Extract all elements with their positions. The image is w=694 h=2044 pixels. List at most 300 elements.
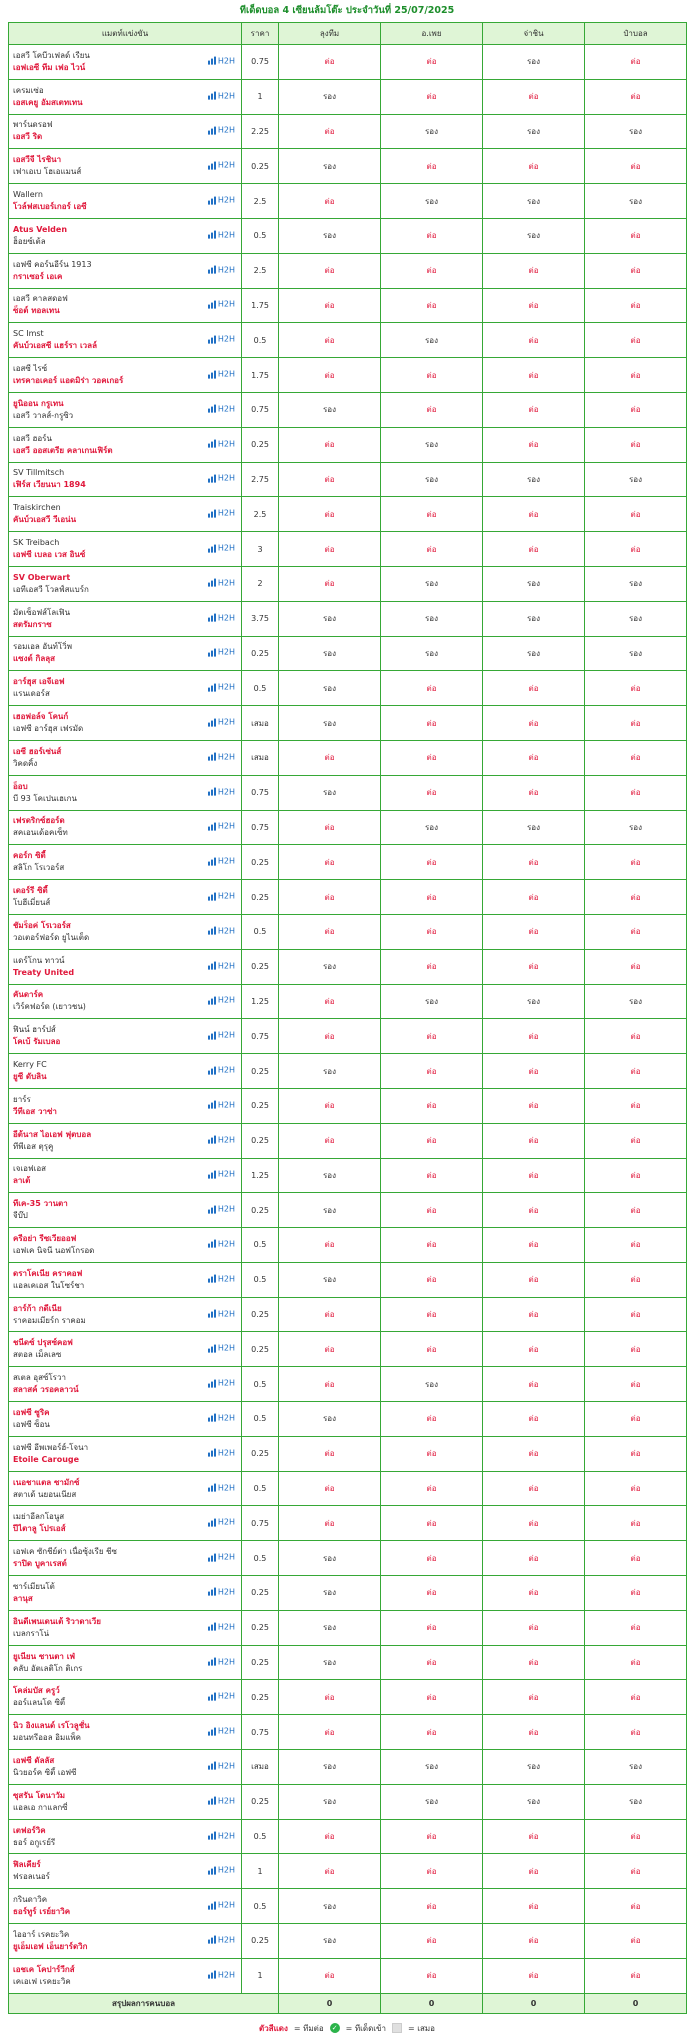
- away-team: นิวยอร์ค ซิตี้ เอฟซี: [13, 1767, 77, 1777]
- h2h-link[interactable]: [208, 1031, 235, 1040]
- bar-chart-icon: [208, 1414, 216, 1422]
- away-team: ยูเอ็มเอฟ เอ็นยาร์ดวิก: [13, 1941, 88, 1951]
- away-team: ปีไตาลู โปรเอส์: [13, 1524, 66, 1534]
- tipster-4-pick: ต่อ: [585, 706, 687, 741]
- home-team: เฮอฟอล์จ โคนก์: [13, 712, 69, 722]
- tipster-1-pick: ต่อ: [279, 1958, 381, 1993]
- table-row: [9, 1193, 687, 1228]
- tipster-2-pick: ต่อ: [381, 218, 483, 253]
- tipster-4-pick: ต่อ: [585, 1402, 687, 1437]
- away-team: เบลกราโน่: [13, 1628, 50, 1638]
- tipster-3-pick: ต่อ: [483, 1889, 585, 1924]
- bar-chart-icon: [208, 1762, 216, 1770]
- h2h-label: H2H: [217, 1343, 235, 1353]
- bar-chart-icon: [208, 1692, 216, 1700]
- tipster-3-pick: รอง: [483, 218, 585, 253]
- price-cell: 1: [242, 1854, 279, 1889]
- away-team: วิคดคิ้ง: [13, 758, 38, 768]
- tipster-3-pick: รอง: [483, 1750, 585, 1785]
- table-row: [9, 566, 687, 601]
- h2h-label: H2H: [217, 1100, 235, 1110]
- match-cell: [9, 845, 242, 880]
- h2h-link[interactable]: [208, 1762, 235, 1771]
- price-cell: 1.75: [242, 288, 279, 323]
- bar-chart-icon: [208, 1275, 216, 1283]
- tipster-2-pick: ต่อ: [381, 1715, 483, 1750]
- home-team: SV Oberwart: [13, 572, 71, 582]
- tipster-2-pick: ต่อ: [381, 1854, 483, 1889]
- home-team: ไออาร์ เรคยะวิค: [13, 1929, 70, 1939]
- home-team: เอฟซี คอร์นอีร์น 1913: [13, 259, 92, 269]
- price-cell: 2.25: [242, 114, 279, 149]
- tipster-3-pick: รอง: [483, 184, 585, 219]
- tipster-1-pick: รอง: [279, 949, 381, 984]
- home-team: ยาร์ร: [13, 1094, 31, 1104]
- home-team: เอสวี โคบีวเฟลด์ เรียน: [13, 50, 90, 60]
- h2h-link[interactable]: [208, 1205, 235, 1214]
- home-team: Wallern: [13, 190, 43, 200]
- h2h-link[interactable]: [208, 718, 235, 727]
- price-cell: 0.75: [242, 1506, 279, 1541]
- header-tipster-3: จ่าชิน: [483, 23, 585, 45]
- h2h-link[interactable]: [208, 1240, 235, 1249]
- summary-total-1: 0: [279, 1993, 381, 2013]
- h2h-link[interactable]: [208, 1796, 235, 1805]
- summary-total-3: 0: [483, 1993, 585, 2013]
- tipster-1-pick: ต่อ: [279, 740, 381, 775]
- h2h-link[interactable]: [208, 1727, 235, 1736]
- h2h-link[interactable]: [208, 961, 235, 970]
- h2h-link[interactable]: [208, 1135, 235, 1144]
- price-cell: 0.5: [242, 1262, 279, 1297]
- tipster-2-pick: ต่อ: [381, 253, 483, 288]
- home-team: ซาร์เมียนโต้: [13, 1581, 55, 1591]
- table-row: [9, 706, 687, 741]
- home-team: โคล่มบัส ครูว์: [13, 1686, 60, 1696]
- h2h-link[interactable]: [208, 648, 235, 657]
- h2h-link[interactable]: [208, 683, 235, 692]
- tipster-1-pick: ต่อ: [279, 566, 381, 601]
- h2h-link[interactable]: [208, 335, 235, 344]
- h2h-link[interactable]: [208, 126, 235, 135]
- h2h-link[interactable]: [208, 1866, 235, 1875]
- tipster-1-pick: ต่อ: [279, 810, 381, 845]
- h2h-link[interactable]: [208, 1622, 235, 1631]
- tipster-2-pick: รอง: [381, 1367, 483, 1402]
- price-cell: เสมอ: [242, 740, 279, 775]
- h2h-link[interactable]: [208, 1692, 235, 1701]
- tipster-4-pick: ต่อ: [585, 1019, 687, 1054]
- away-team: แอลเอ กาแลกซี่: [13, 1802, 68, 1812]
- bar-chart-icon: [208, 1136, 216, 1144]
- price-cell: 2.5: [242, 497, 279, 532]
- price-cell: 2.5: [242, 253, 279, 288]
- price-cell: 1.75: [242, 358, 279, 393]
- tipster-4-pick: ต่อ: [585, 1645, 687, 1680]
- away-team: เวิร์คฟอร์ด (เยาวชน): [13, 1002, 86, 1012]
- match-cell: [9, 358, 242, 393]
- h2h-link[interactable]: [208, 1518, 235, 1527]
- table-row: [9, 1367, 687, 1402]
- bar-chart-icon: [208, 1623, 216, 1631]
- away-team: เอฟเค นิจนี นอฟโกรอด: [13, 1245, 95, 1255]
- price-cell: 0.25: [242, 1924, 279, 1959]
- h2h-link[interactable]: [208, 857, 235, 866]
- bar-chart-icon: [208, 788, 216, 796]
- away-team: ราปิด บูคาเรสต์: [13, 1559, 67, 1569]
- table-row: [9, 1854, 687, 1889]
- h2h-link[interactable]: [208, 300, 235, 309]
- away-team: สลาสค์ วรอคลาวน์: [13, 1385, 79, 1395]
- h2h-link[interactable]: [208, 1936, 235, 1945]
- tipster-3-pick: รอง: [483, 601, 585, 636]
- price-cell: 1.25: [242, 1158, 279, 1193]
- match-cell: [9, 1854, 242, 1889]
- h2h-link[interactable]: [208, 265, 235, 274]
- match-cell: [9, 775, 242, 810]
- bar-chart-icon: [208, 892, 216, 900]
- away-team: เอทีเอสวี โวลฟ์สแบร์ก: [13, 584, 89, 594]
- tipster-1-pick: ต่อ: [279, 1819, 381, 1854]
- match-cell: [9, 1123, 242, 1158]
- table-row: [9, 497, 687, 532]
- h2h-link[interactable]: [208, 1831, 235, 1840]
- price-cell: 0.75: [242, 45, 279, 80]
- bar-chart-icon: [208, 1101, 216, 1109]
- away-team: โวล์ฟสเบอร์เกอร์ เอซี: [13, 202, 87, 212]
- home-team: รอมเอล อันท์โวิ่พ: [13, 642, 72, 652]
- tipster-3-pick: ต่อ: [483, 706, 585, 741]
- tipster-2-pick: ต่อ: [381, 532, 483, 567]
- home-team: อาร์ฮุส เอจีเอฟ: [13, 677, 65, 687]
- h2h-link[interactable]: [208, 613, 235, 622]
- h2h-label: H2H: [217, 543, 235, 553]
- tipster-4-pick: ต่อ: [585, 1436, 687, 1471]
- h2h-label: H2H: [217, 1865, 235, 1875]
- bar-chart-icon: [208, 1518, 216, 1526]
- match-cell: [9, 1367, 242, 1402]
- h2h-label: H2H: [217, 891, 235, 901]
- tipster-2-pick: ต่อ: [381, 1471, 483, 1506]
- table-row: [9, 1019, 687, 1054]
- tipster-3-pick: ต่อ: [483, 1541, 585, 1576]
- h2h-label: H2H: [217, 1587, 235, 1597]
- away-team: เฟิร์ส เวียนนา 1894: [13, 480, 86, 490]
- home-team: เอสวี ฮอร์น: [13, 433, 52, 443]
- h2h-label: H2H: [217, 1831, 235, 1841]
- tipster-1-pick: ต่อ: [279, 984, 381, 1019]
- away-team: สตอล เม็ลเลซ: [13, 1350, 62, 1360]
- tipster-4-pick: ต่อ: [585, 1297, 687, 1332]
- h2h-link[interactable]: [208, 370, 235, 379]
- tipster-1-pick: ต่อ: [279, 45, 381, 80]
- tipster-4-pick: ต่อ: [585, 253, 687, 288]
- h2h-link[interactable]: [208, 230, 235, 239]
- table-row: [9, 532, 687, 567]
- table-row: [9, 949, 687, 984]
- tipster-3-pick: ต่อ: [483, 1645, 585, 1680]
- tipster-3-pick: ต่อ: [483, 323, 585, 358]
- price-cell: 2.5: [242, 184, 279, 219]
- bar-chart-icon: [208, 1658, 216, 1666]
- bar-chart-icon: [208, 57, 216, 65]
- h2h-link[interactable]: [208, 404, 235, 413]
- home-team: นิว อิงแลนด์ เรโวลูชั่น: [13, 1721, 90, 1731]
- h2h-link[interactable]: [208, 544, 235, 553]
- h2h-link[interactable]: [208, 1274, 235, 1283]
- table-row: [9, 914, 687, 949]
- tipster-3-pick: ต่อ: [483, 79, 585, 114]
- h2h-link[interactable]: [208, 1483, 235, 1492]
- tipster-3-pick: รอง: [483, 462, 585, 497]
- h2h-link[interactable]: [208, 1553, 235, 1562]
- table-row: [9, 1680, 687, 1715]
- tipster-4-pick: รอง: [585, 984, 687, 1019]
- away-team: คันบ์วเอสซี แฮร์รา เวลล์: [13, 341, 97, 351]
- tipster-1-pick: รอง: [279, 1054, 381, 1089]
- tipster-2-pick: รอง: [381, 184, 483, 219]
- match-cell: [9, 1506, 242, 1541]
- away-team: ยูซี ดับลิน: [13, 1072, 47, 1081]
- tipster-1-pick: ต่อ: [279, 497, 381, 532]
- match-cell: [9, 114, 242, 149]
- match-cell: [9, 1750, 242, 1785]
- match-cell: [9, 740, 242, 775]
- away-team: โบฮีเมี่ยนส์: [13, 898, 51, 908]
- bar-chart-icon: [208, 1170, 216, 1178]
- h2h-link[interactable]: [208, 822, 235, 831]
- home-team: อาร์ก้า กดีเนีย: [13, 1303, 62, 1313]
- tipster-2-pick: ต่อ: [381, 1228, 483, 1263]
- tipster-2-pick: ต่อ: [381, 1332, 483, 1367]
- h2h-link[interactable]: [208, 1066, 235, 1075]
- tipster-3-pick: รอง: [483, 810, 585, 845]
- price-cell: 0.75: [242, 392, 279, 427]
- tipster-1-pick: รอง: [279, 1262, 381, 1297]
- table-row: [9, 1610, 687, 1645]
- tipster-4-pick: ต่อ: [585, 427, 687, 462]
- away-team: ออร์แลนโด ซิตี้: [13, 1698, 66, 1708]
- h2h-link[interactable]: [208, 1588, 235, 1597]
- tipster-2-pick: ต่อ: [381, 358, 483, 393]
- h2h-link[interactable]: [208, 787, 235, 796]
- h2h-link[interactable]: [208, 91, 235, 100]
- tipster-4-pick: รอง: [585, 1750, 687, 1785]
- tipster-4-pick: ต่อ: [585, 1610, 687, 1645]
- tipster-1-pick: ต่อ: [279, 914, 381, 949]
- summary-row: [9, 1993, 687, 2013]
- match-cell: [9, 706, 242, 741]
- h2h-link[interactable]: [208, 578, 235, 587]
- price-cell: 0.25: [242, 1054, 279, 1089]
- tipster-2-pick: ต่อ: [381, 845, 483, 880]
- legend: [8, 2022, 686, 2035]
- bar-chart-icon: [208, 649, 216, 657]
- price-cell: 0.25: [242, 949, 279, 984]
- away-team: จีบ๊ป: [13, 1211, 28, 1221]
- legend-red-meaning: = ทีมต่อ: [293, 2023, 324, 2033]
- tipster-2-pick: ต่อ: [381, 79, 483, 114]
- table-row: [9, 253, 687, 288]
- h2h-link[interactable]: [208, 1170, 235, 1179]
- tipster-1-pick: รอง: [279, 392, 381, 427]
- tipster-1-pick: รอง: [279, 601, 381, 636]
- price-cell: 0.5: [242, 1819, 279, 1854]
- h2h-link[interactable]: [208, 1657, 235, 1666]
- h2h-link[interactable]: [208, 1970, 235, 1979]
- home-team: เอชเค โคปาร์วีกส์: [13, 1964, 75, 1974]
- tipster-2-pick: ต่อ: [381, 1054, 483, 1089]
- h2h-link[interactable]: [208, 1414, 235, 1423]
- h2h-link[interactable]: [208, 161, 235, 170]
- h2h-label: H2H: [217, 1065, 235, 1075]
- h2h-label: H2H: [217, 1030, 235, 1040]
- h2h-label: H2H: [217, 1483, 235, 1493]
- match-cell: [9, 1054, 242, 1089]
- summary-total-2: 0: [381, 1993, 483, 2013]
- h2h-link[interactable]: [208, 196, 235, 205]
- h2h-link[interactable]: [208, 1309, 235, 1318]
- tipster-3-pick: ต่อ: [483, 1158, 585, 1193]
- table-body: [9, 45, 687, 1994]
- tipster-2-pick: รอง: [381, 636, 483, 671]
- h2h-link[interactable]: [208, 509, 235, 518]
- away-team: คลับ อัตเลติโก ติเกร: [13, 1663, 83, 1673]
- price-cell: 3: [242, 532, 279, 567]
- tipster-3-pick: ต่อ: [483, 914, 585, 949]
- h2h-label: H2H: [217, 334, 235, 344]
- h2h-link[interactable]: [208, 56, 235, 65]
- home-team: ซุสรัน โดนาวัม: [13, 1790, 66, 1800]
- price-cell: 2.75: [242, 462, 279, 497]
- price-cell: 2: [242, 566, 279, 601]
- match-cell: [9, 1297, 242, 1332]
- tipster-2-pick: ต่อ: [381, 1819, 483, 1854]
- h2h-link[interactable]: [208, 1344, 235, 1353]
- tipster-3-pick: ต่อ: [483, 880, 585, 915]
- tipster-4-pick: ต่อ: [585, 1854, 687, 1889]
- away-team: คันบ์วเอสวี วีเอน่น: [13, 515, 77, 525]
- h2h-label: H2H: [217, 1413, 235, 1423]
- tipster-3-pick: รอง: [483, 114, 585, 149]
- table-row: [9, 184, 687, 219]
- bar-chart-icon: [208, 1449, 216, 1457]
- home-team: อินดีเพนเดนเต้ ริวาดาเวีย: [13, 1616, 101, 1626]
- away-team: สคเอนเด้อคเซ็ท: [13, 828, 68, 838]
- tipster-1-pick: ต่อ: [279, 184, 381, 219]
- tipster-1-pick: ต่อ: [279, 880, 381, 915]
- tipster-2-pick: ต่อ: [381, 1158, 483, 1193]
- away-team: เฟาเอเบ โฮเอแมนส์: [13, 167, 82, 177]
- h2h-link[interactable]: [208, 1100, 235, 1109]
- tipster-3-pick: ต่อ: [483, 497, 585, 532]
- h2h-link[interactable]: [208, 1379, 235, 1388]
- match-cell: [9, 1576, 242, 1611]
- bar-chart-icon: [208, 718, 216, 726]
- away-team: ฟรอลเนอร์: [13, 1872, 50, 1882]
- tipster-4-pick: รอง: [585, 114, 687, 149]
- away-team: สตรัมกราซ: [13, 619, 52, 629]
- tipster-4-pick: รอง: [585, 810, 687, 845]
- tipster-1-pick: รอง: [279, 1158, 381, 1193]
- table-row: [9, 427, 687, 462]
- bar-chart-icon: [208, 579, 216, 587]
- h2h-label: H2H: [217, 961, 235, 971]
- bar-chart-icon: [208, 196, 216, 204]
- h2h-label: H2H: [217, 822, 235, 832]
- page-title: ทีเด็ดบอล 4 เซียนล้มโต๊ะ ประจำวันที่ 25/07/2025: [239, 5, 455, 16]
- tipster-1-pick: ต่อ: [279, 1297, 381, 1332]
- away-team: เอฟซี เบลอ เวส อินซ์: [13, 550, 86, 560]
- price-cell: 0.75: [242, 1019, 279, 1054]
- tipster-1-pick: รอง: [279, 1645, 381, 1680]
- tipster-1-pick: รอง: [279, 1784, 381, 1819]
- price-cell: เสมอ: [242, 1750, 279, 1785]
- tipster-3-pick: ต่อ: [483, 288, 585, 323]
- match-cell: [9, 288, 242, 323]
- tipster-3-pick: ต่อ: [483, 1228, 585, 1263]
- tipster-3-pick: ต่อ: [483, 1262, 585, 1297]
- table-row: [9, 1715, 687, 1750]
- h2h-link[interactable]: [208, 996, 235, 1005]
- tipster-1-pick: ต่อ: [279, 1854, 381, 1889]
- h2h-link[interactable]: [208, 439, 235, 448]
- tipster-1-pick: ต่อ: [279, 358, 381, 393]
- bar-chart-icon: [208, 1588, 216, 1596]
- h2h-link[interactable]: [208, 474, 235, 483]
- match-cell: [9, 914, 242, 949]
- tipster-4-pick: ต่อ: [585, 1088, 687, 1123]
- match-cell: [9, 462, 242, 497]
- table-row: [9, 1088, 687, 1123]
- home-team: SC Imst: [13, 329, 44, 339]
- tipster-3-pick: ต่อ: [483, 1088, 585, 1123]
- table-row: [9, 1436, 687, 1471]
- tipster-3-pick: ต่อ: [483, 253, 585, 288]
- h2h-link[interactable]: [208, 752, 235, 761]
- h2h-link[interactable]: [208, 1448, 235, 1457]
- h2h-link[interactable]: [208, 1901, 235, 1910]
- tipster-2-pick: รอง: [381, 1784, 483, 1819]
- away-team: วอเตอร์ฟอร์ด ยูไนเต็ด: [13, 932, 90, 942]
- tipster-4-pick: ต่อ: [585, 497, 687, 532]
- away-team: เอสวี วาลส์-กรูซิว: [13, 410, 74, 420]
- match-cell: [9, 79, 242, 114]
- h2h-link[interactable]: [208, 926, 235, 935]
- h2h-label: H2H: [217, 1900, 235, 1910]
- tipster-4-pick: ต่อ: [585, 358, 687, 393]
- table-row: [9, 45, 687, 80]
- h2h-label: H2H: [217, 439, 235, 449]
- table-row: [9, 984, 687, 1019]
- bar-chart-icon: [208, 823, 216, 831]
- tipster-3-pick: ต่อ: [483, 1471, 585, 1506]
- tipster-4-pick: ต่อ: [585, 218, 687, 253]
- h2h-label: H2H: [217, 578, 235, 588]
- home-team: เอซี ฮอร์เซ่นส์: [13, 746, 62, 756]
- tipster-2-pick: รอง: [381, 427, 483, 462]
- home-team: เนอชาแตล ซามักซ์: [13, 1477, 80, 1487]
- h2h-label: H2H: [217, 613, 235, 623]
- h2h-link[interactable]: [208, 892, 235, 901]
- tipster-4-pick: ต่อ: [585, 532, 687, 567]
- home-team: เอฟเค ซักชีย์ต่า เนื่อซุ้งเรีย ชีซ: [13, 1547, 117, 1557]
- legend-grey-meaning: = เสมอ: [408, 2023, 435, 2033]
- tipster-3-pick: ต่อ: [483, 1402, 585, 1437]
- tipster-3-pick: ต่อ: [483, 427, 585, 462]
- tipster-2-pick: ต่อ: [381, 775, 483, 810]
- table-row: [9, 218, 687, 253]
